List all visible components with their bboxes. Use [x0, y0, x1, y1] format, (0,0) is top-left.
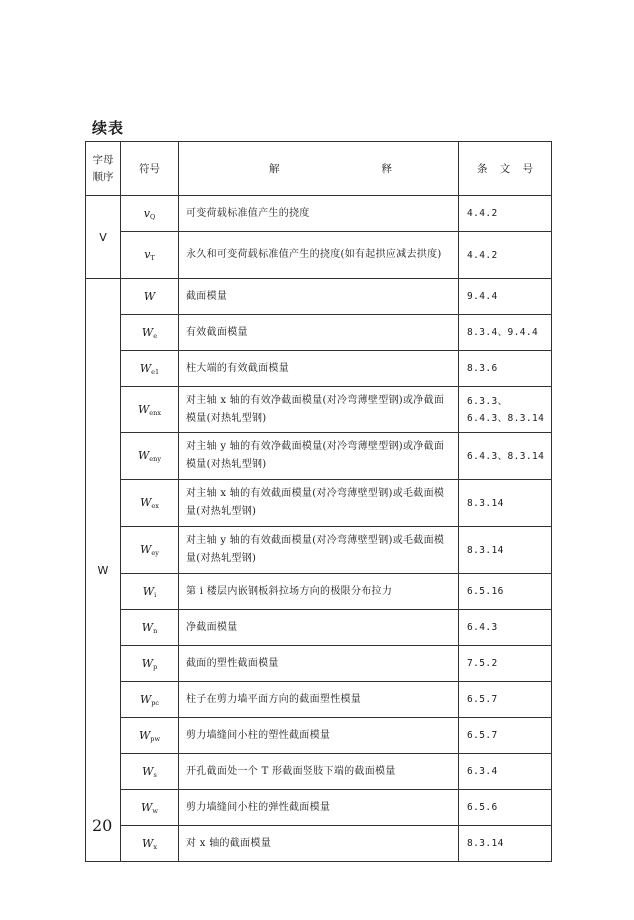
symbol-subscript: i	[154, 590, 157, 599]
symbol-base: W	[141, 620, 154, 634]
table-row	[86, 387, 552, 433]
table-row	[86, 574, 552, 610]
symbol-subscript: ex	[151, 502, 159, 510]
description-cell: 柱子在剪力墙平面方向的截面塑性模量	[179, 682, 459, 718]
symbol-cell	[121, 480, 179, 527]
symbol-subscript: w	[152, 806, 158, 815]
table-header-row	[86, 142, 552, 196]
table-row	[86, 232, 552, 279]
clause-cell: 6.3.3、 6.4.3、8.3.14	[459, 387, 552, 433]
symbol-cell	[121, 754, 179, 790]
symbol-base: W	[138, 728, 151, 742]
symbol-base: W	[142, 584, 155, 598]
table-row	[86, 790, 552, 826]
symbol-cell	[121, 196, 179, 232]
symbol-subscript: pc	[151, 698, 160, 707]
header-symbol: 符号	[121, 142, 179, 196]
symbol-base: W	[140, 496, 152, 509]
symbol-cell	[121, 279, 179, 315]
symbol-subscript: s	[153, 770, 157, 779]
symbol-cell	[121, 826, 179, 862]
table-row	[86, 480, 552, 527]
header-clause-part: 文	[499, 163, 511, 175]
symbol-subscript: n	[153, 626, 158, 635]
table-row	[86, 196, 552, 232]
letter-order-cell: W	[86, 279, 121, 862]
symbol-cell	[121, 646, 179, 682]
clause-cell: 6.5.7	[459, 682, 552, 718]
symbol-base: W	[143, 289, 156, 303]
page-title: 续表	[92, 119, 125, 137]
symbol-subscript: e1	[151, 367, 160, 376]
table-row	[86, 351, 552, 387]
clause-cell: 8.3.14	[459, 527, 552, 574]
clause-cell: 6.5.6	[459, 790, 552, 826]
description-cell: 净截面模量	[179, 610, 459, 646]
symbol-table	[85, 141, 552, 862]
table-row	[86, 315, 552, 351]
symbol-cell	[121, 351, 179, 387]
header-clause-part: 条	[477, 163, 488, 175]
symbol-subscript: T	[150, 254, 155, 262]
description-cell: 第 i 楼层内嵌钢板斜拉场方向的极限分布拉力	[179, 574, 459, 610]
header-clause-part: 号	[522, 163, 533, 175]
symbol-subscript: pw	[150, 734, 161, 743]
clause-cell: 6.4.3、8.3.14	[459, 433, 552, 480]
letter-order-cell: V	[86, 196, 121, 279]
symbol-subscript: x	[153, 842, 157, 851]
header-desc-part: 解	[269, 163, 280, 175]
symbol-base: W	[137, 402, 150, 416]
symbol-cell	[121, 315, 179, 351]
header-order	[86, 142, 121, 196]
description-cell: 柱大端的有效截面模量	[179, 351, 459, 387]
table-row	[86, 682, 552, 718]
description-cell: 有效截面模量	[179, 315, 459, 351]
description-cell: 对主轴 x 轴的有效净截面模量(对冷弯薄壁型钢)或净截面模量(对热轧型钢)	[179, 387, 459, 433]
description-cell: 对主轴 y 轴的有效净截面模量(对冷弯薄壁型钢)或净截面模量(对热轧型钢)	[179, 433, 459, 480]
symbol-base: v	[143, 206, 150, 220]
symbol-cell	[121, 682, 179, 718]
clause-cell: 6.5.16	[459, 574, 552, 610]
table-row	[86, 527, 552, 574]
clause-cell: 8.3.14	[459, 826, 552, 862]
header-desc	[179, 142, 459, 196]
table-row	[86, 279, 552, 315]
description-cell: 剪力墙缝间小柱的塑性截面模量	[179, 718, 459, 754]
symbol-cell	[121, 574, 179, 610]
table-row	[86, 754, 552, 790]
description-cell: 对主轴 y 轴的有效截面模量(对冷弯薄壁型钢)或毛截面模量(对热轧型钢)	[179, 527, 459, 574]
header-order-line1: 字母	[92, 153, 114, 166]
symbol-subscript: ey	[151, 549, 159, 557]
symbol-subscript: eny	[149, 455, 162, 463]
table-row	[86, 610, 552, 646]
symbol-base: W	[141, 800, 153, 814]
description-cell: 截面模量	[179, 279, 459, 315]
table-row	[86, 433, 552, 480]
clause-cell: 7.5.2	[459, 646, 552, 682]
table-body	[86, 196, 552, 862]
symbol-base: W	[137, 449, 150, 462]
table-row	[86, 826, 552, 862]
symbol-subscript: e	[153, 331, 158, 340]
clause-cell: 8.3.6	[459, 351, 552, 387]
symbol-base: W	[142, 836, 154, 850]
description-cell: 开孔截面处一个 T 形截面竖肢下端的截面模量	[179, 754, 459, 790]
symbol-base: W	[139, 692, 152, 706]
symbol-subscript: Q	[149, 212, 156, 221]
symbol-cell	[121, 387, 179, 433]
symbol-cell	[121, 718, 179, 754]
clause-cell: 6.5.7	[459, 718, 552, 754]
clause-cell: 6.4.3	[459, 610, 552, 646]
header-order-line2: 顺序	[92, 170, 114, 183]
symbol-subscript: enx	[149, 408, 161, 417]
symbol-cell	[121, 527, 179, 574]
symbol-base: W	[139, 361, 152, 375]
clause-cell: 8.3.14	[459, 480, 552, 527]
description-cell: 对主轴 x 轴的有效截面模量(对冷弯薄壁型钢)或毛截面模量(对热轧型钢)	[179, 480, 459, 527]
table-row	[86, 646, 552, 682]
clause-cell: 4.4.2	[459, 232, 552, 279]
table-row	[86, 718, 552, 754]
symbol-subscript: p	[153, 662, 158, 671]
page-number: 20	[92, 816, 113, 835]
clause-cell: 6.3.4	[459, 754, 552, 790]
symbol-base: W	[141, 325, 154, 339]
clause-cell: 4.4.2	[459, 196, 552, 232]
description-cell: 截面的塑性截面模量	[179, 646, 459, 682]
description-cell: 剪力墙缝间小柱的弹性截面模量	[179, 790, 459, 826]
symbol-cell	[121, 232, 179, 279]
clause-cell: 9.4.4	[459, 279, 552, 315]
symbol-cell	[121, 610, 179, 646]
symbol-cell	[121, 433, 179, 480]
symbol-base: v	[144, 248, 151, 261]
clause-cell: 8.3.4、9.4.4	[459, 315, 552, 351]
header-clause	[459, 142, 552, 196]
description-cell: 永久和可变荷载标准值产生的挠度(如有起拱应减去拱度)	[179, 232, 459, 279]
symbol-base: W	[141, 656, 154, 670]
header-desc-part: 释	[381, 163, 392, 175]
description-cell: 对 x 轴的截面模量	[179, 826, 459, 862]
symbol-base: W	[140, 543, 152, 556]
description-cell: 可变荷载标准值产生的挠度	[179, 196, 459, 232]
symbol-base: W	[142, 764, 154, 778]
symbol-cell	[121, 790, 179, 826]
